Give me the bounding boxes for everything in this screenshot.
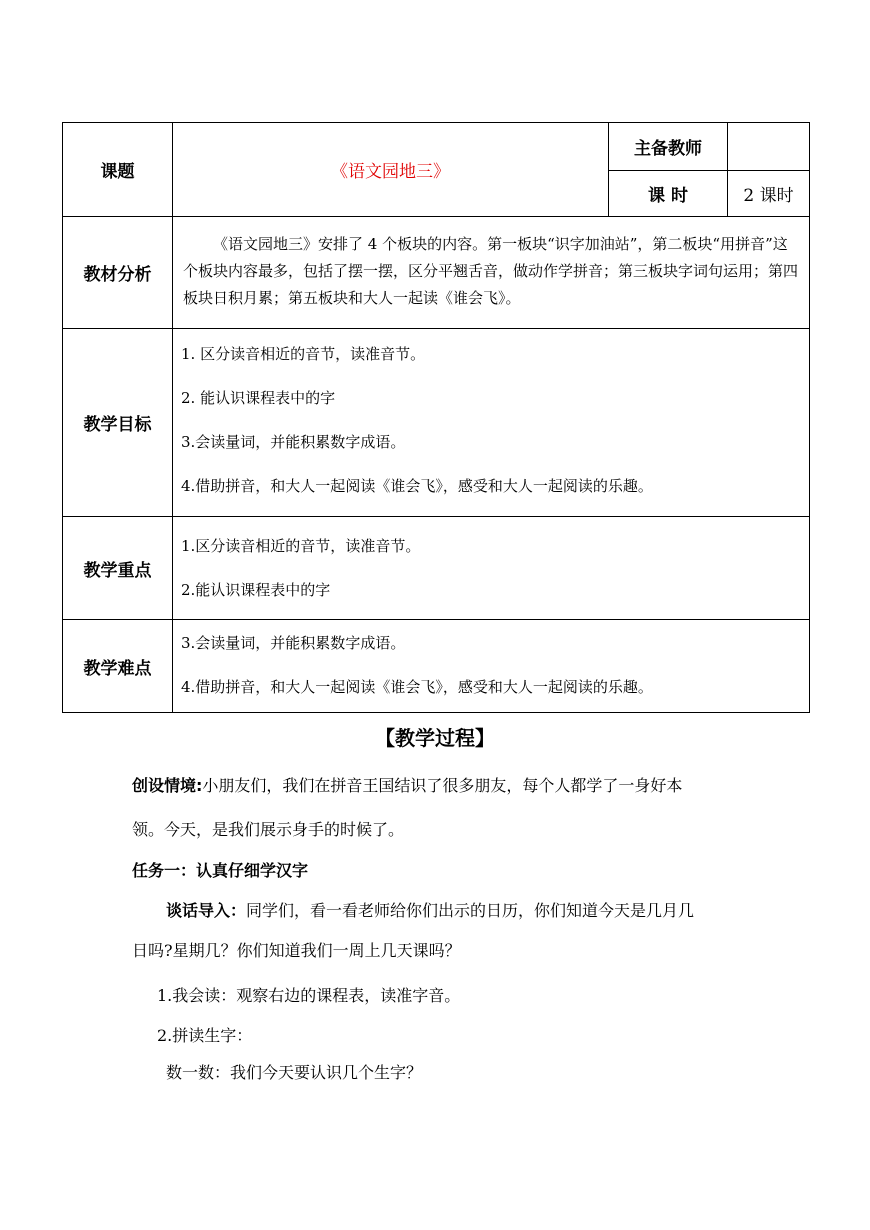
count-question: 数一数：我们今天要认识几个生字？ — [166, 1063, 423, 1082]
difficult-point-item: 4.借助拼音，和大人一起阅读《谁会飞》，感受和大人一起阅读的乐趣。 — [181, 678, 653, 696]
goal-item: 3.会读量词，并能积累数字成语。 — [181, 433, 406, 451]
key-points-cell — [173, 517, 810, 620]
difficult-points-label: 教学难点 — [63, 620, 173, 713]
key-point-item: 2.能认识课程表中的字 — [181, 581, 331, 599]
goal-item: 4.借助拼音，和大人一起阅读《谁会飞》，感受和大人一起阅读的乐趣。 — [181, 477, 653, 495]
intro-text: 同学们，看一看老师给你们出示的日历，你们知道今天是几月几 — [246, 901, 695, 920]
analysis-label: 教材分析 — [63, 217, 173, 329]
intro-line-2: 日吗?星期几？你们知道我们一周上几天课吗？ — [132, 941, 461, 960]
scene-text: 小朋友们，我们在拼音王国结识了很多朋友，每个人都学了一身好本 — [202, 776, 683, 795]
hours-label: 课 时 — [609, 171, 728, 217]
goal-item: 2. 能认识课程表中的字 — [181, 389, 336, 407]
scene-label: 创设情境: — [132, 776, 203, 795]
scene-line-1 — [132, 773, 682, 796]
step-2: 2.拼读生字： — [157, 1026, 253, 1045]
topic-value: 《语文园地三》 — [173, 123, 609, 217]
process-title: 【教学过程】 — [375, 726, 495, 750]
teacher-value — [728, 123, 810, 171]
lesson-plan-table — [62, 122, 810, 713]
step-1: 1.我会读：观察右边的课程表，读准字音。 — [157, 986, 461, 1005]
intro-line-1 — [166, 898, 694, 921]
goal-item: 1. 区分读音相近的音节，读准音节。 — [181, 345, 426, 363]
analysis-text: 《语文园地三》安排了 4 个板块的内容。第一板块“识字加油站”，第二板块“用拼音”这个板块内容最多，包括了摆一摆，区分平翘舌音，做动作学拼音；第三板块字词句运用；第四板块日积月累；第五板块和大人一起读《谁会飞》。 — [183, 235, 799, 307]
difficult-points-cell — [173, 620, 810, 713]
hours-value: 2 课时 — [728, 171, 810, 217]
key-points-label: 教学重点 — [63, 517, 173, 620]
difficult-point-item: 3.会读量词，并能积累数字成语。 — [181, 634, 406, 652]
key-point-item: 1.区分读音相近的音节，读准音节。 — [181, 537, 421, 555]
scene-line-2: 领。今天，是我们展示身手的时候了。 — [132, 820, 405, 839]
goals-label: 教学目标 — [63, 329, 173, 517]
goals-cell — [173, 329, 810, 517]
task1-heading: 任务一：认真仔细学汉字 — [132, 861, 309, 880]
analysis-cell — [173, 217, 810, 329]
intro-label: 谈话导入： — [166, 901, 247, 920]
teacher-label: 主备教师 — [609, 123, 728, 171]
topic-label: 课题 — [63, 123, 173, 217]
